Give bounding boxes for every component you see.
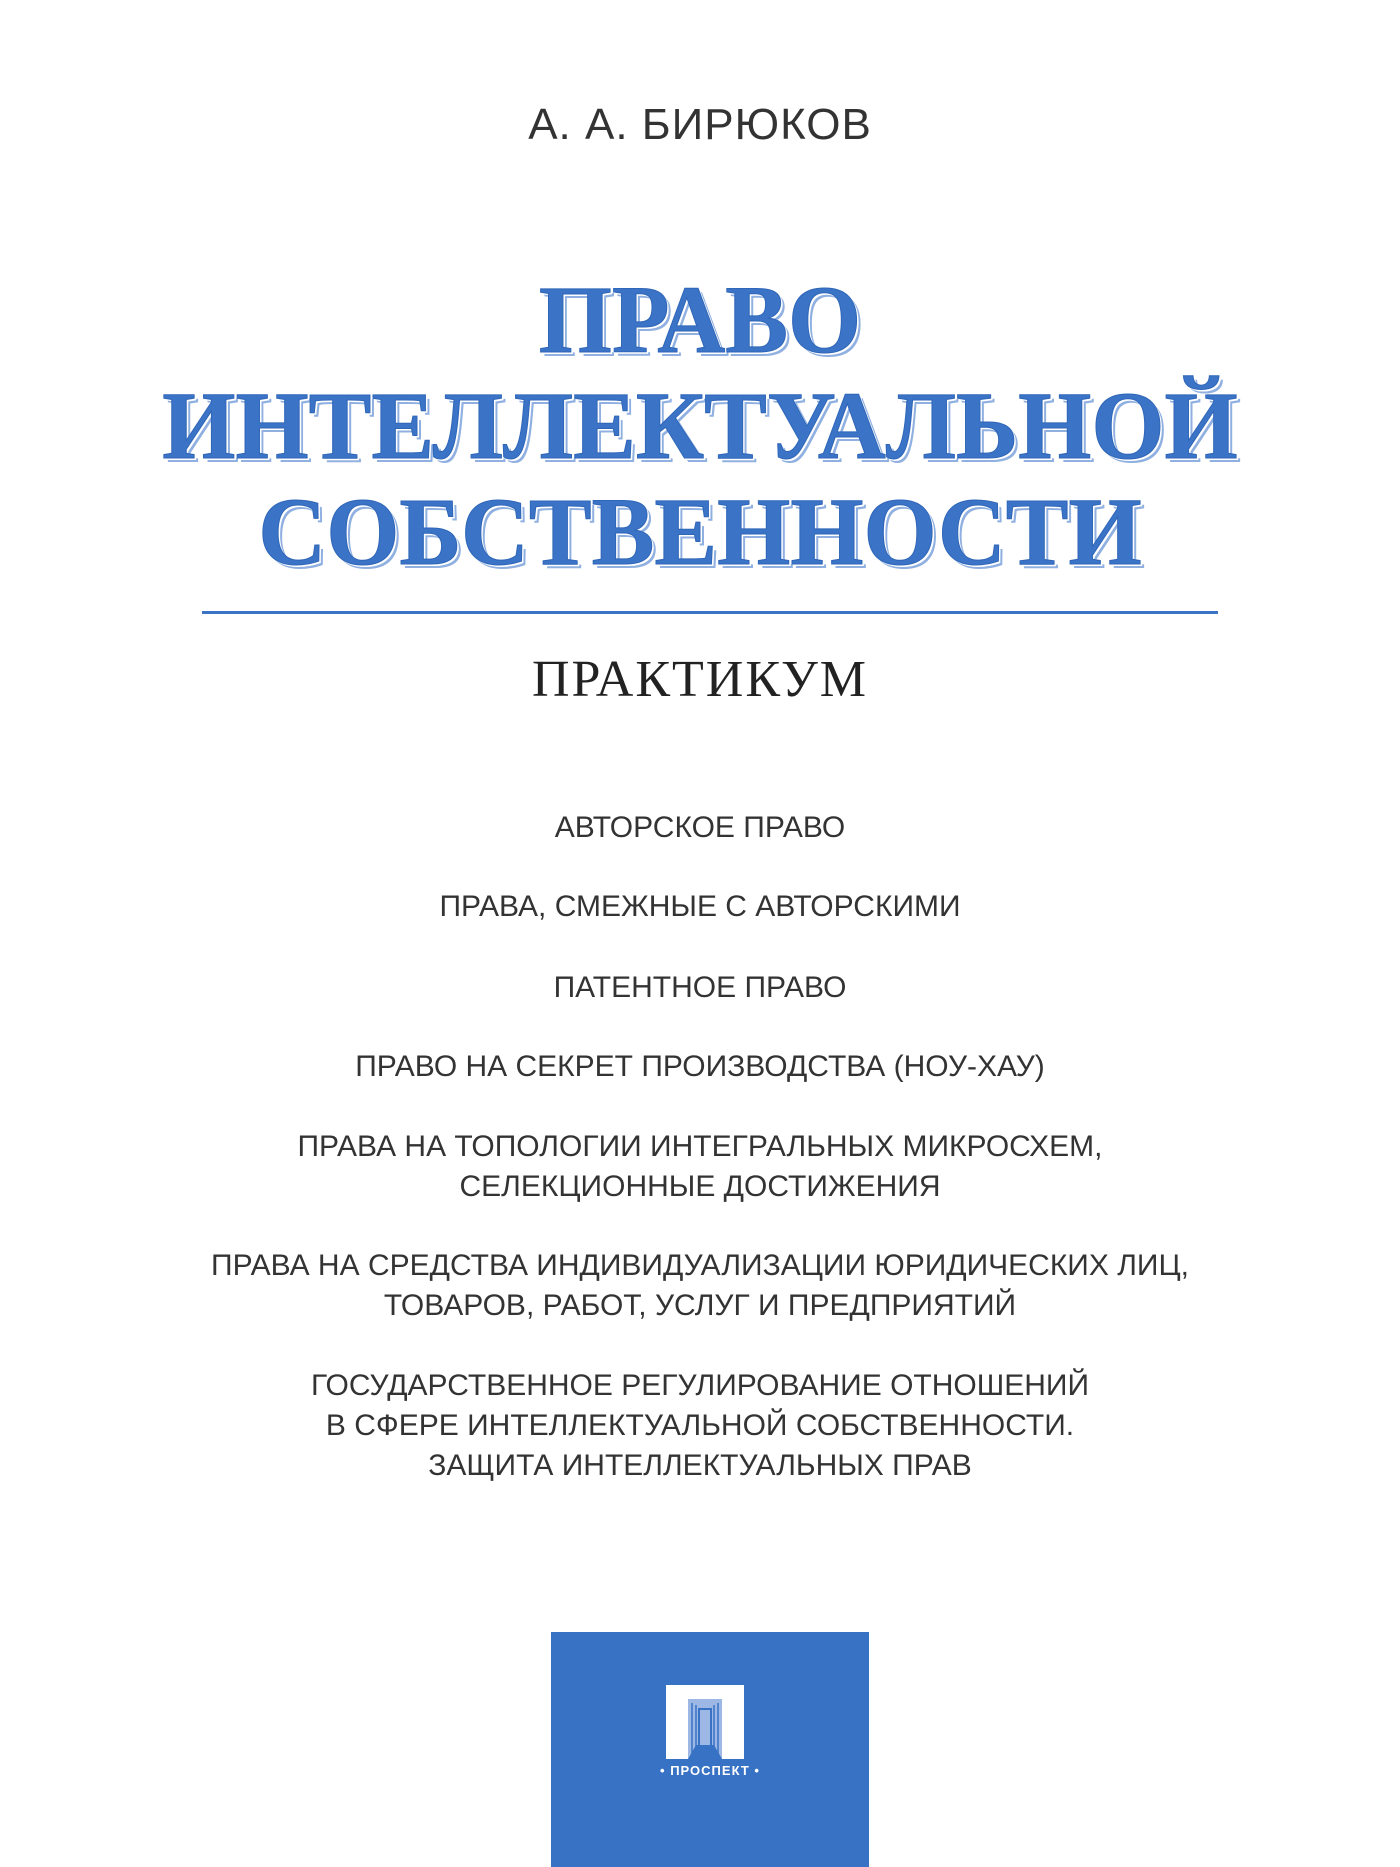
section-item: В СФЕРЕ ИНТЕЛЛЕКТУАЛЬНОЙ СОБСТВЕННОСТИ. bbox=[325, 1409, 1075, 1442]
section-item: ПАТЕНТНОЕ ПРАВО bbox=[553, 971, 847, 1004]
section-item: ПРАВА, СМЕЖНЫЕ С АВТОРСКИМИ bbox=[439, 890, 961, 923]
section-item: ПРАВА НА СРЕДСТВА ИНДИВИДУАЛИЗАЦИИ ЮРИДИЧЕСКИХ ЛИЦ, bbox=[211, 1249, 1189, 1282]
publisher-name: • ПРОСПЕКТ • bbox=[660, 1763, 760, 1778]
section-item: ЗАЩИТА ИНТЕЛЛЕКТУАЛЬНЫХ ПРАВ bbox=[428, 1449, 972, 1482]
title-divider bbox=[202, 611, 1218, 614]
title-line-1: ПРАВО bbox=[538, 266, 862, 373]
section-item: СЕЛЕКЦИОННЫЕ ДОСТИЖЕНИЯ bbox=[459, 1170, 941, 1203]
section-item: ПРАВО НА СЕКРЕТ ПРОИЗВОДСТВА (НОУ-ХАУ) bbox=[355, 1050, 1045, 1083]
title-line-2: ИНТЕЛЛЕКТУАЛЬНОЙ bbox=[162, 372, 1238, 479]
title-line-3: СОБСТВЕННОСТИ bbox=[258, 478, 1142, 585]
section-item: ТОВАРОВ, РАБОТ, УСЛУГ И ПРЕДПРИЯТИЙ bbox=[383, 1289, 1017, 1322]
author-name: А. А. БИРЮКОВ bbox=[528, 100, 872, 149]
publisher-logo-block bbox=[551, 1632, 869, 1867]
subtitle: ПРАКТИКУМ bbox=[531, 651, 869, 708]
section-item: АВТОРСКОЕ ПРАВО bbox=[554, 811, 846, 844]
publisher-logo-icon bbox=[666, 1685, 744, 1759]
section-item: ГОСУДАРСТВЕННОЕ РЕГУЛИРОВАНИЕ ОТНОШЕНИЙ bbox=[310, 1369, 1090, 1402]
section-item: ПРАВА НА ТОПОЛОГИИ ИНТЕГРАЛЬНЫХ МИКРОСХЕМ, bbox=[297, 1130, 1103, 1163]
